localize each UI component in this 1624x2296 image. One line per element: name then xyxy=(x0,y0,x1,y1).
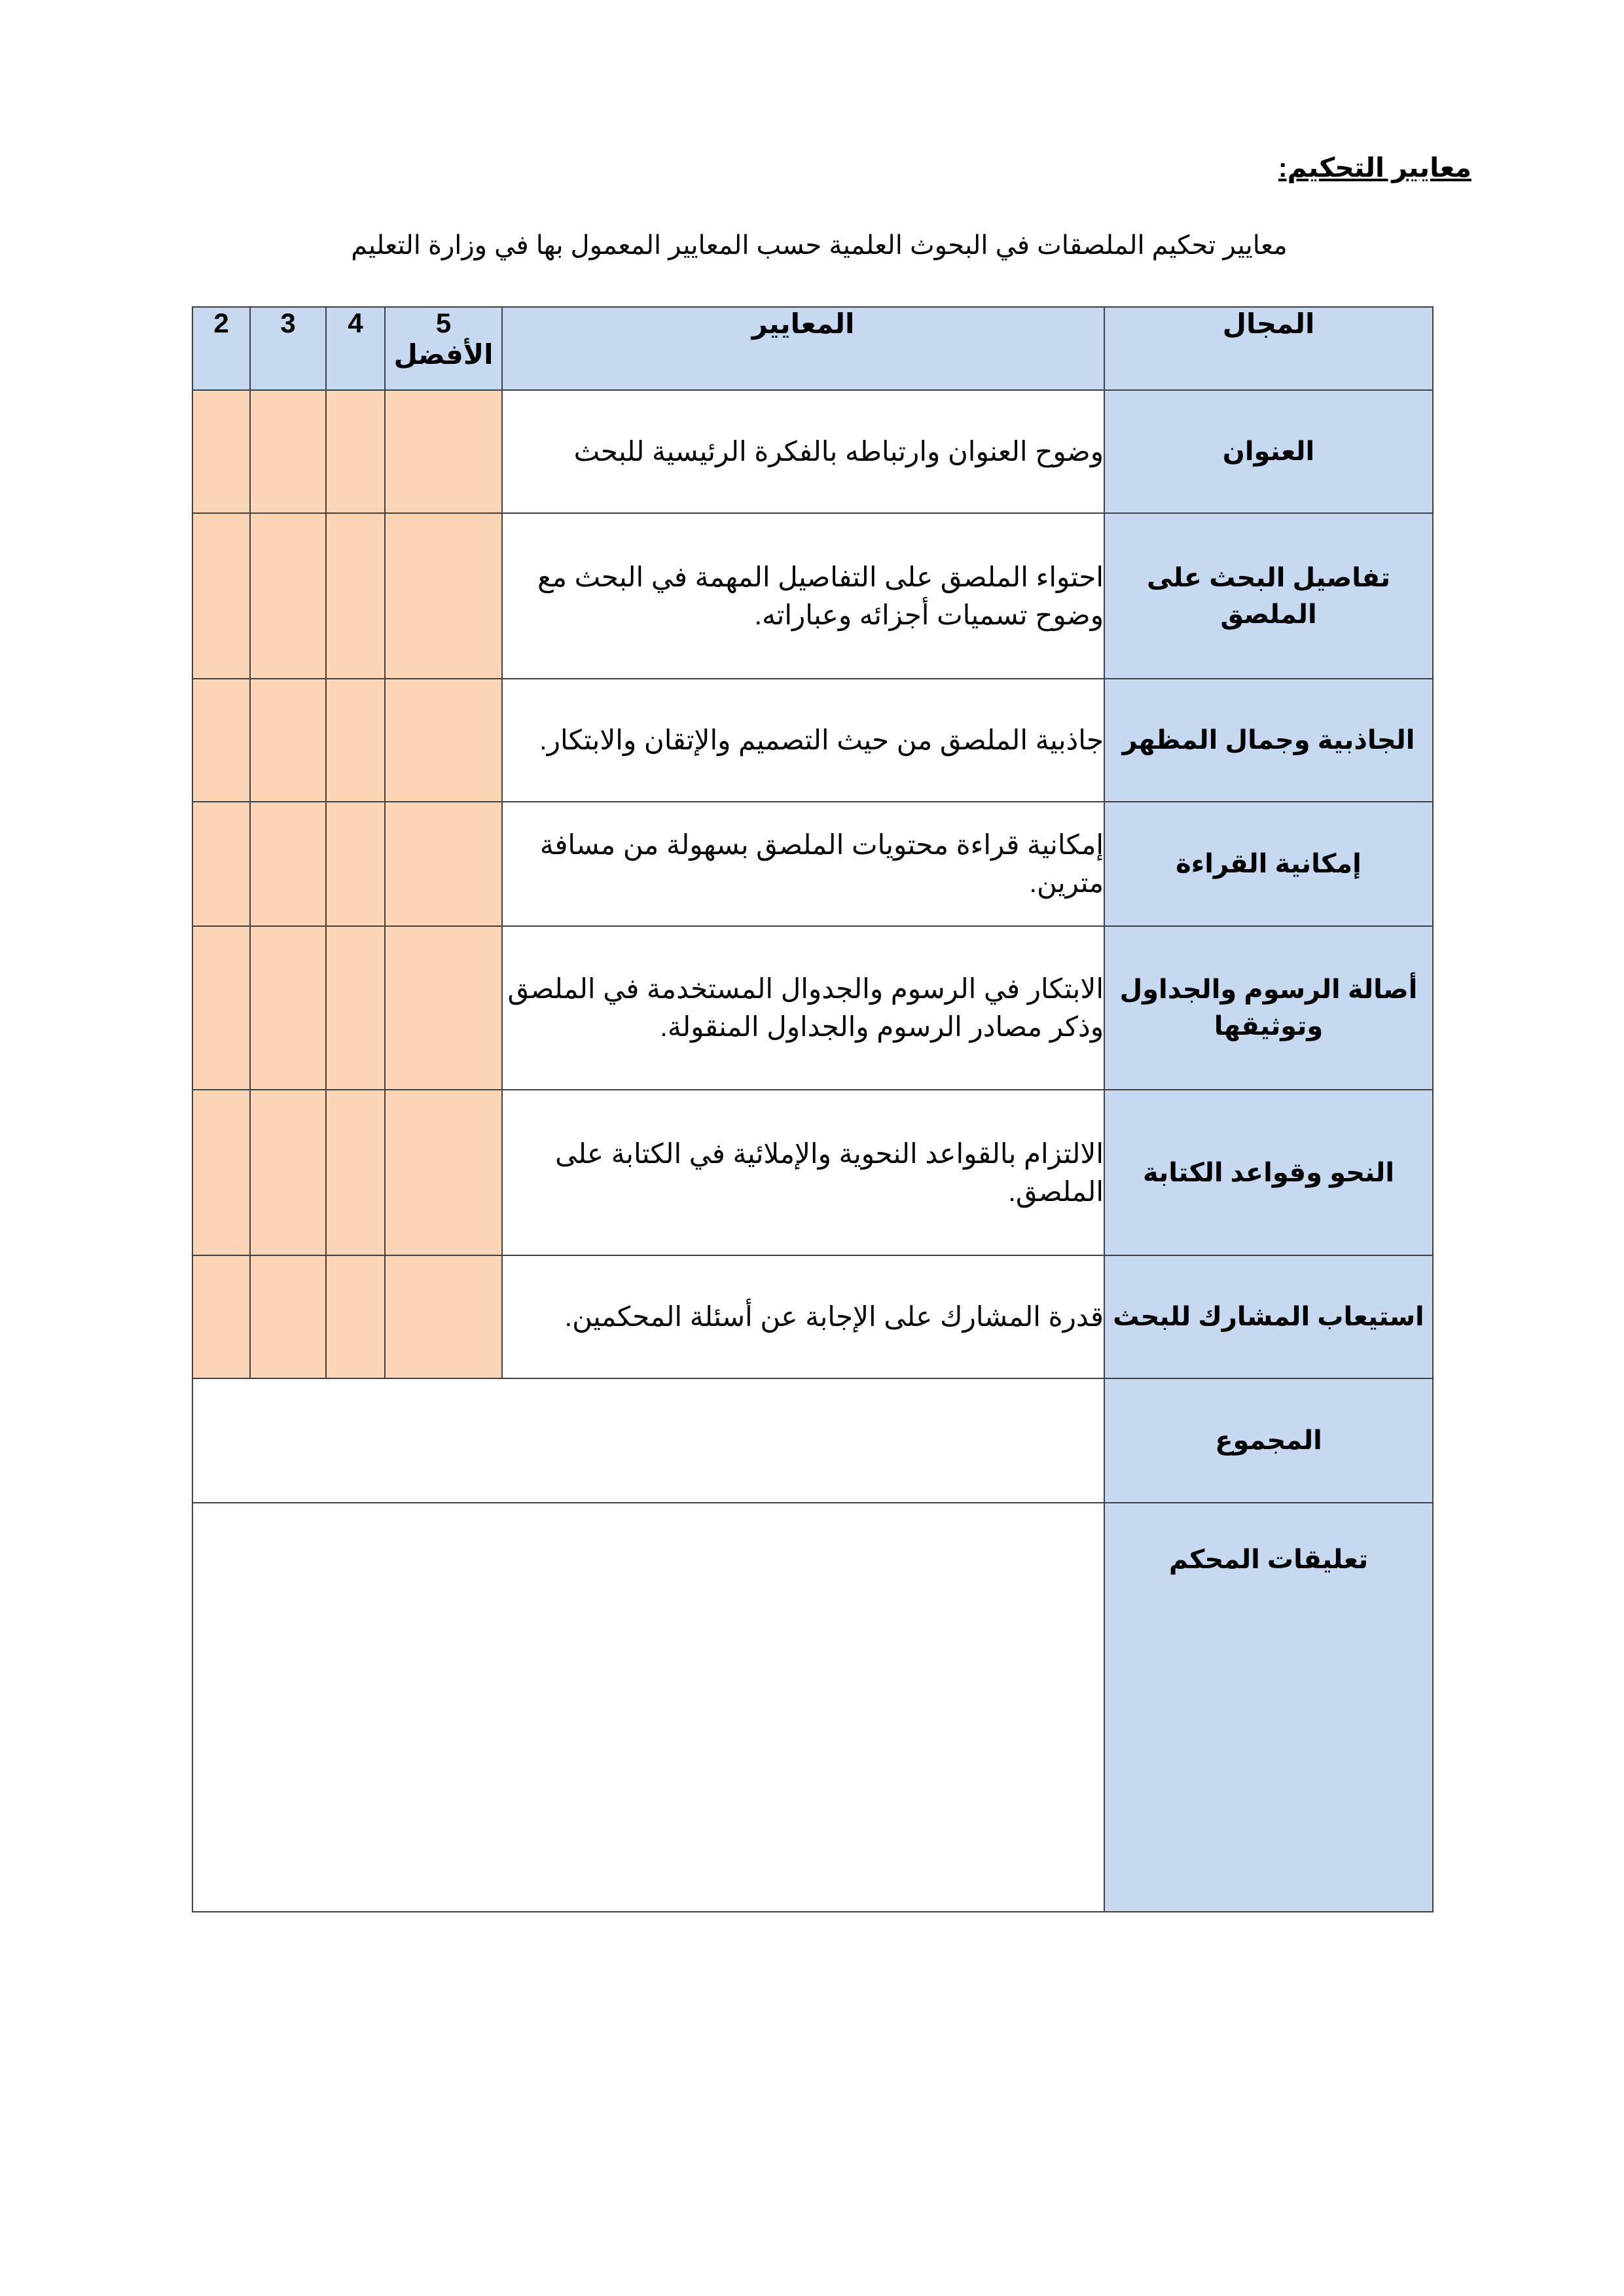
row-field: تفاصيل البحث على الملصق xyxy=(1104,513,1433,679)
score-cell-2[interactable] xyxy=(192,679,250,802)
comments-cell[interactable] xyxy=(192,1503,1104,1912)
score-cell-2[interactable] xyxy=(192,926,250,1090)
row-criteria: وضوح العنوان وارتباطه بالفكرة الرئيسية للبحث xyxy=(502,390,1104,513)
score-cell-2[interactable] xyxy=(192,513,250,679)
score-cell-4[interactable] xyxy=(326,1255,385,1378)
score-cell-4[interactable] xyxy=(326,802,385,926)
table-header-row xyxy=(192,307,1433,390)
row-criteria: الالتزام بالقواعد النحوية والإملائية في الكتابة على الملصق. xyxy=(502,1090,1104,1255)
evaluation-table xyxy=(192,306,1434,1912)
table-row xyxy=(192,679,1433,802)
score-cell-3[interactable] xyxy=(250,513,326,679)
score-cell-5[interactable] xyxy=(385,513,502,679)
header-score-3: 3 xyxy=(250,307,326,390)
row-field: النحو وقواعد الكتابة xyxy=(1104,1090,1433,1255)
row-field: الجاذبية وجمال المظهر xyxy=(1104,679,1433,802)
header-score-2: 2 xyxy=(192,307,250,390)
total-value-cell[interactable] xyxy=(192,1378,1104,1503)
comments-label: تعليقات المحكم xyxy=(1104,1503,1433,1912)
header-score-5-number: 5 xyxy=(435,308,452,338)
score-cell-5[interactable] xyxy=(385,1090,502,1255)
score-cell-2[interactable] xyxy=(192,1255,250,1378)
header-score-4: 4 xyxy=(326,307,385,390)
score-cell-5[interactable] xyxy=(385,679,502,802)
score-cell-2[interactable] xyxy=(192,802,250,926)
header-criteria: المعايير xyxy=(502,307,1104,390)
table-row xyxy=(192,1255,1433,1378)
score-cell-3[interactable] xyxy=(250,679,326,802)
score-cell-3[interactable] xyxy=(250,390,326,513)
score-cell-2[interactable] xyxy=(192,390,250,513)
row-field: استيعاب المشارك للبحث xyxy=(1104,1255,1433,1378)
header-score-5-note: الأفضل xyxy=(393,339,494,370)
row-field: العنوان xyxy=(1104,390,1433,513)
score-cell-5[interactable] xyxy=(385,1255,502,1378)
score-cell-5[interactable] xyxy=(385,926,502,1090)
score-cell-4[interactable] xyxy=(326,390,385,513)
score-cell-5[interactable] xyxy=(385,390,502,513)
table-row xyxy=(192,926,1433,1090)
score-cell-4[interactable] xyxy=(326,679,385,802)
page-subtitle: معايير تحكيم الملصقات في البحوث العلمية حسب المعايير المعمول بها في وزارة التعليم xyxy=(351,231,1288,260)
total-label: المجموع xyxy=(1104,1378,1433,1503)
score-cell-3[interactable] xyxy=(250,926,326,1090)
score-cell-3[interactable] xyxy=(250,802,326,926)
score-cell-4[interactable] xyxy=(326,513,385,679)
table-row xyxy=(192,513,1433,679)
row-field: أصالة الرسوم والجداول وتوثيقها xyxy=(1104,926,1433,1090)
row-criteria: جاذبية الملصق من حيث التصميم والإتقان والابتكار. xyxy=(502,679,1104,802)
score-cell-4[interactable] xyxy=(326,926,385,1090)
score-cell-3[interactable] xyxy=(250,1090,326,1255)
row-criteria: احتواء الملصق على التفاصيل المهمة في البحث مع وضوح تسميات أجزائه وعباراته. xyxy=(502,513,1104,679)
row-criteria: الابتكار في الرسوم والجدوال المستخدمة في الملصق وذكر مصادر الرسوم والجداول المنقولة. xyxy=(502,926,1104,1090)
row-field: إمكانية القراءة xyxy=(1104,802,1433,926)
score-cell-4[interactable] xyxy=(326,1090,385,1255)
table-row xyxy=(192,390,1433,513)
total-row xyxy=(192,1378,1433,1503)
row-criteria: إمكانية قراءة محتويات الملصق بسهولة من مسافة مترين. xyxy=(502,802,1104,926)
score-cell-3[interactable] xyxy=(250,1255,326,1378)
header-score-5 xyxy=(385,307,502,390)
score-cell-2[interactable] xyxy=(192,1090,250,1255)
comments-row xyxy=(192,1503,1433,1912)
page-heading: معايير التحكيم: xyxy=(1278,152,1471,183)
table-row xyxy=(192,802,1433,926)
header-field: المجال xyxy=(1104,307,1433,390)
row-criteria: قدرة المشارك على الإجابة عن أسئلة المحكمين. xyxy=(502,1255,1104,1378)
table-row xyxy=(192,1090,1433,1255)
score-cell-5[interactable] xyxy=(385,802,502,926)
